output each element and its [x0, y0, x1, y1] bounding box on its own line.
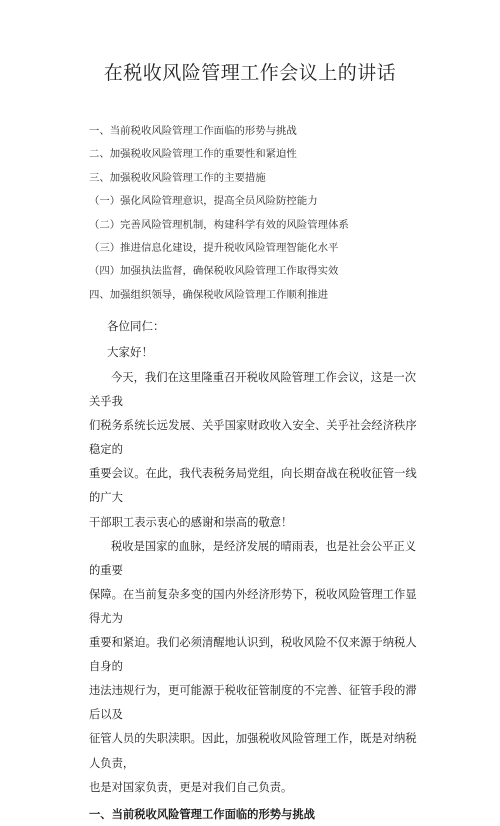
- toc-item: （四）加强执法监督，确保税收风险管理工作取得实效: [89, 265, 339, 278]
- toc-item: （一）强化风险管理意识，提高全员风险防控能力: [89, 195, 318, 208]
- paragraph-line: 今天，我们在这里隆重召开税收风险管理工作会议，这是一次关乎我: [89, 371, 417, 409]
- section-heading: 一、当前税收风险管理工作面临的形势与挑战: [89, 806, 315, 821]
- toc-item: （二）完善风险管理机制，构建科学有效的风险管理体系: [89, 218, 349, 231]
- paragraph-line: 重要会议。在此，我代表税务局党组，向长期奋战在税收征管一线的广大: [89, 467, 417, 505]
- speech-body: [89, 366, 424, 826]
- paragraph-line: 干部职工表示衷心的感谢和崇高的敬意！: [89, 515, 293, 529]
- paragraph-line: 保障。在当前复杂多变的国内外经济形势下，税收风险管理工作显得尤为: [89, 587, 417, 625]
- toc-item: 二、加强税收风险管理工作的重要性和紧迫性: [89, 148, 297, 161]
- paragraph-line: 重要和紧迫。我们必须清醒地认识到，税收风险不仅来源于纳税人自身的: [89, 636, 417, 674]
- paragraph-line: 征管人员的失职渎职。因此，加强税收风险管理工作，既是对纳税人负责，: [89, 732, 417, 770]
- document-title: 在税收风险管理工作会议上的讲话: [103, 62, 397, 84]
- table-of-contents: [89, 120, 349, 307]
- toc-item: 三、加强税收风险管理工作的主要措施: [89, 171, 266, 184]
- paragraph-line: 们税务系统长远发展、关乎国家财政收入安全、关乎社会经济秩序稳定的: [89, 419, 417, 457]
- paragraph-line: 也是对国家负责，更是对我们自己负责。: [89, 780, 293, 794]
- toc-item: 四、加强组织领导，确保税收风险管理工作顺利推进: [89, 288, 328, 301]
- toc-item: （三）推进信息化建设，提升税收风险管理智能化水平: [89, 241, 339, 254]
- greeting: 大家好！: [107, 345, 153, 359]
- salutation: 各位同仁：: [107, 319, 165, 333]
- toc-item: 一、当前税收风险管理工作面临的形势与挑战: [89, 125, 297, 137]
- paragraph-line: 违法违规行为，更可能源于税收征管制度的不完善、征管手段的滞后以及: [89, 684, 417, 722]
- paragraph-line: 税收是国家的血脉，是经济发展的晴雨表，也是社会公平正义的重要: [89, 539, 417, 577]
